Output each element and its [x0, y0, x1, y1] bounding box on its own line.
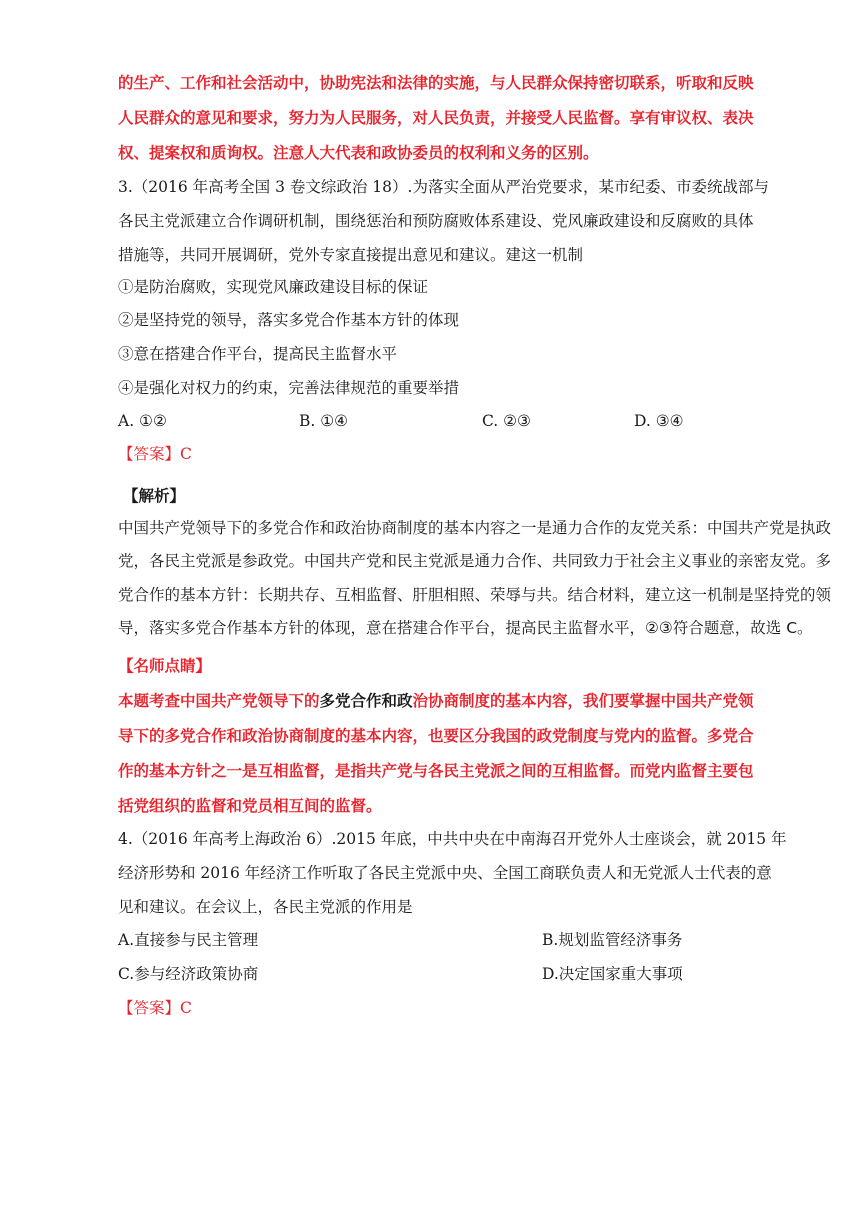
analysis-line: 党，各民主党派是参政党。中国共产党和民主党派是通力合作、共同致力于社会主义事业的亲密友党。多: [118, 552, 832, 570]
tip-heading: 【名师点睛】: [118, 657, 212, 675]
question-3-item: ④是强化对权力的约束，完善法律规范的重要举措: [118, 379, 460, 397]
tip-text-black: 多党合作和政: [319, 692, 413, 710]
analysis-line: 党合作的基本方针：长期共存、互相监督、肝胆相照、荣辱与共。结合材料，建立这一机制是坚持党的领: [118, 586, 832, 604]
intro-line: 权、提案权和质询权。注意人大代表和政协委员的权利和义务的区别。: [118, 144, 599, 162]
question-4-stem: 4.（2016 年高考上海政治 6）.2015 年底，中共中央在中南海召开党外人士座谈会，就 2015 年: [118, 830, 787, 848]
question-3-item: ①是防治腐败，实现党风廉政建设目标的保证: [118, 278, 429, 296]
answer-value: C: [180, 445, 192, 463]
answer-value: C: [180, 999, 192, 1017]
question-3-answer: [118, 443, 192, 465]
question-3-stem: 3.（2016 年高考全国 3 卷文综政治 18）.为落实全面从严治党要求，某市纪委、市委统战部与: [118, 178, 769, 196]
question-3-option-d: D. ③④: [634, 412, 684, 430]
answer-label: 【答案】: [118, 999, 181, 1017]
intro-line: 的生产、工作和社会活动中，协助宪法和法律的实施，与人民群众保持密切联系，听取和反映: [118, 74, 754, 92]
question-3-item: ③意在搭建合作平台，提高民主监督水平: [118, 345, 398, 363]
question-4-option-b: B.规划监管经济事务: [542, 931, 683, 949]
analysis-line: 导，落实多党合作基本方针的体现，意在搭建合作平台，提高民主监督水平，②③符合题意，故选 C。: [118, 619, 813, 637]
intro-line: 人民群众的意见和要求，努力为人民服务，对人民负责，并接受人民监督。享有审议权、表决: [118, 109, 754, 127]
tip-line: 括党组织的监督和党员相互间的监督。: [118, 797, 382, 815]
question-4-option-c: C.参与经济政策协商: [118, 965, 259, 983]
tip-line: [118, 690, 754, 712]
question-3-item: ②是坚持党的领导，落实多党合作基本方针的体现: [118, 311, 460, 329]
question-3-option-a: A. ①②: [118, 412, 167, 430]
question-4-answer: [118, 997, 192, 1019]
tip-text: 治协商制度的基本内容，我们要掌握中国共产党领: [412, 692, 754, 710]
question-3-stem: 措施等，共同开展调研，党外专家直接提出意见和建议。建这一机制: [118, 246, 584, 264]
tip-line: 作的基本方针之一是互相监督，是指共产党与各民主党派之间的互相监督。而党内监督主要包: [118, 762, 754, 780]
question-4-stem: 经济形势和 2016 年经济工作听取了各民主党派中央、全国工商联负责人和无党派人士代表的意: [118, 864, 772, 882]
question-3-stem: 各民主党派建立合作调研机制，围绕惩治和预防腐败体系建设、党风廉政建设和反腐败的具体: [118, 212, 754, 230]
question-3-option-c: C. ②③: [482, 412, 531, 430]
question-4-option-a: A.直接参与民主管理: [118, 931, 259, 949]
tip-text: 本题考查中国共产党领导下的: [118, 692, 320, 710]
analysis-heading: 【解析】: [123, 487, 186, 505]
tip-line: 导下的多党合作和政治协商制度的基本内容，也要区分我国的政党制度与党内的监督。多党合: [118, 727, 754, 745]
question-4-option-d: D.决定国家重大事项: [542, 965, 683, 983]
answer-label: 【答案】: [118, 445, 181, 463]
analysis-line: 中国共产党领导下的多党合作和政治协商制度的基本内容之一是通力合作的友党关系：中国共产党是执政: [118, 519, 832, 537]
question-3-option-b: B. ①④: [299, 412, 349, 430]
question-4-stem: 见和建议。在会议上，各民主党派的作用是: [118, 898, 413, 916]
